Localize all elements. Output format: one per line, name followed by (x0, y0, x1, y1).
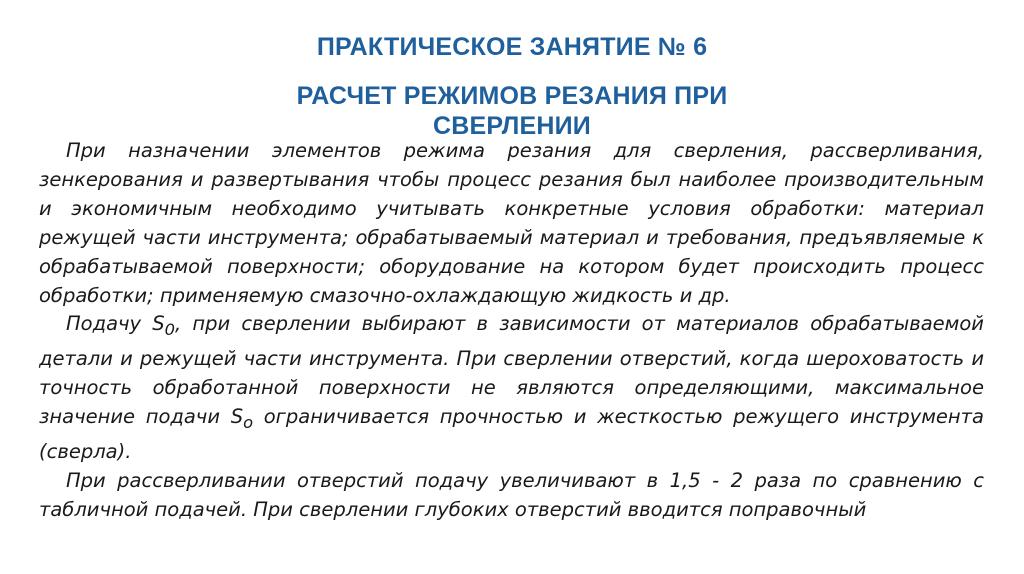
paragraph-1: При назначении элементов режима резания для сверления, рассверливания, зенкерования и развертывания чтобы процесс резания был наиболее производительным и экономичным необходимо учитывать конкретные условия обработки: материал режущей части инструмента; обрабатываемый материал и требования, предъявляемые к обрабатываемой поверхности; оборудование на котором будет происходить процесс обработки; применяемую смазочно-охлаждающую жидкость и др. (39, 139, 984, 307)
feed-symbol-letter-2: S (230, 405, 244, 429)
paragraph-2 (39, 310, 984, 466)
paragraph-2-part-1: Подачу (66, 312, 153, 336)
slide-title-line-1: ПРАКТИЧЕСКОЕ ЗАНЯТИЕ № 6 (316, 33, 708, 61)
body-text (39, 137, 984, 525)
feed-symbol-subscript-2: о (243, 412, 254, 432)
feed-symbol-so (230, 405, 254, 432)
feed-symbol-s0 (152, 312, 175, 340)
feed-symbol-subscript: 0 (164, 320, 175, 340)
paragraph-2-part-2: , при сверлении выбирают в зависимости от материалов обрабатываемой детали и режущей части инструмента. При сверлении отверстий, когда шероховатость и точность обработанной поверхности не являются определяющими, максимальное значение подачи (39, 312, 984, 429)
feed-symbol-letter: S (152, 312, 165, 336)
paragraph-3: При рассверливании отверстий подачу увеличивают в 1,5 - 2 раза по сравнению с табличной подачей. При сверлении глубоких отверстий вводится поправочный (39, 468, 984, 521)
paragraph-2-part-3: ограничивается прочностью и жесткостью режущего инструмента (сверла). (39, 405, 984, 463)
slide-title-line-3: СВЕРЛЕНИИ (433, 112, 591, 140)
slide-title-line-2: РАСЧЕТ РЕЖИМОВ РЕЗАНИЯ ПРИ (296, 82, 728, 110)
